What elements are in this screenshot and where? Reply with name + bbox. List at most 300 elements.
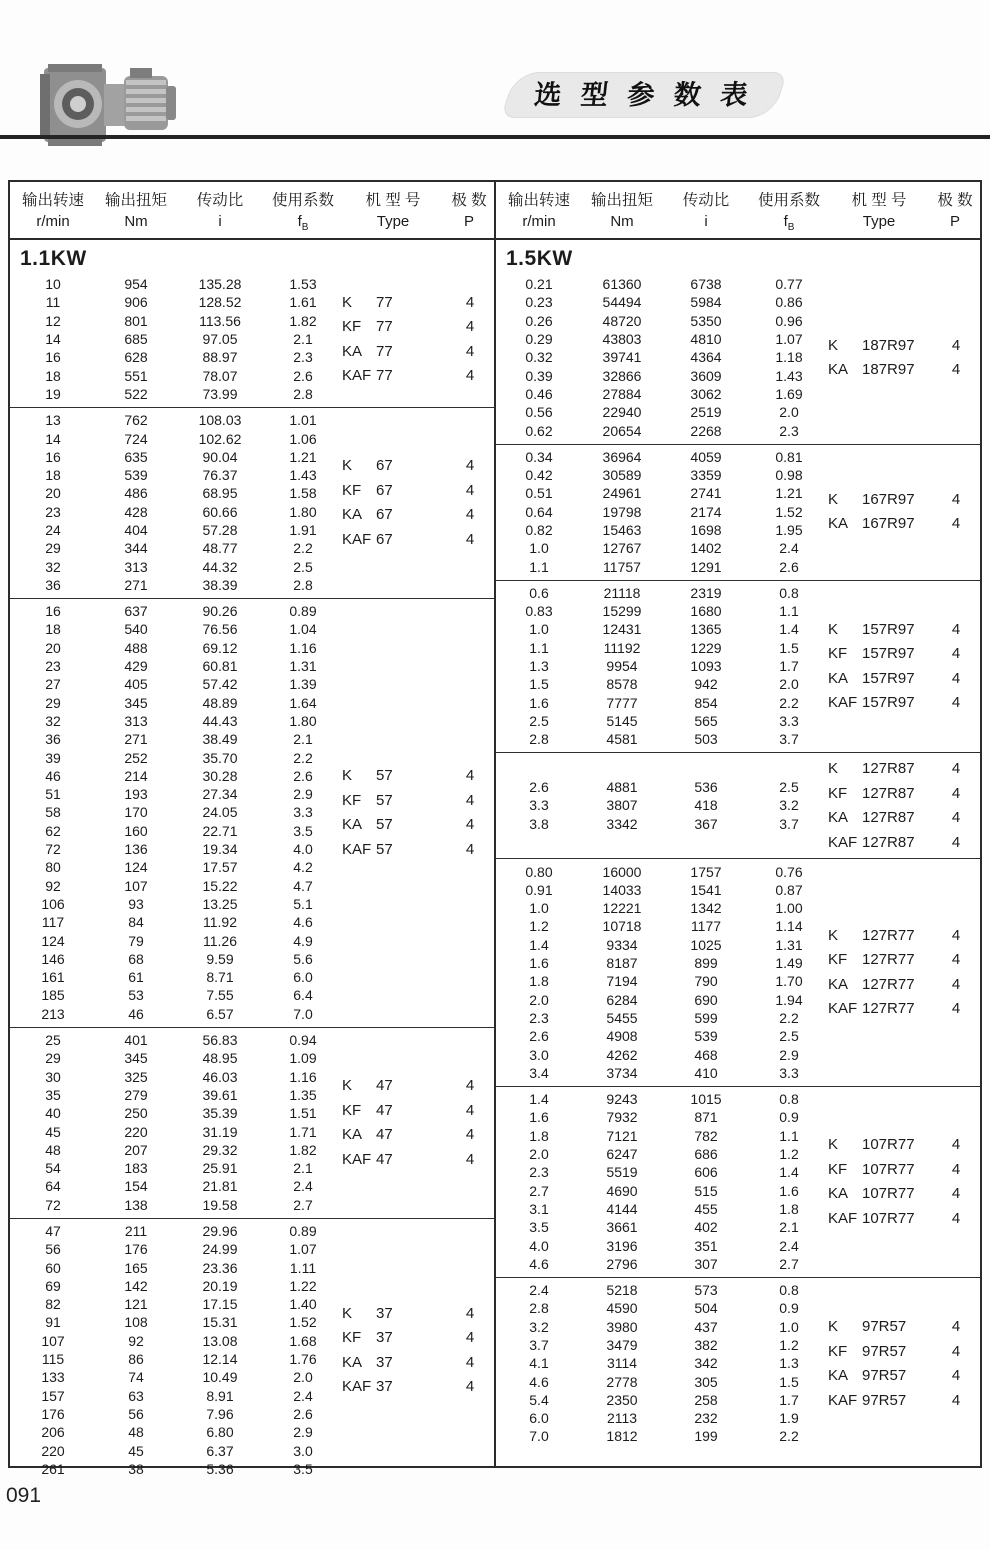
model-size: 37 (376, 1329, 393, 1347)
table-row (10, 466, 342, 484)
factor-cell: 1.8 (779, 1200, 799, 1217)
model-row (828, 1181, 978, 1206)
factor-cell: 1.31 (775, 936, 803, 953)
factor-cell: 1.82 (289, 312, 317, 329)
factor-cell: 1.2 (779, 1336, 799, 1353)
table-row (10, 1258, 342, 1276)
poles-value: 4 (951, 1367, 961, 1385)
torque-cell: 93 (128, 895, 144, 912)
torque-cell: 108 (124, 1314, 148, 1331)
torque-cell: 954 (124, 276, 148, 293)
torque-cell: 16000 (602, 863, 642, 880)
torque-cell: 4581 (606, 731, 638, 748)
table-row (10, 1049, 342, 1067)
model-row (828, 1388, 978, 1413)
speed-cell: 20 (45, 485, 61, 502)
torque-cell: 24961 (602, 485, 642, 502)
column-header-cn-row (10, 188, 494, 210)
torque-cell: 43803 (602, 331, 642, 348)
ratio-cell: 1025 (690, 936, 722, 953)
model-size: 127R87 (862, 784, 915, 802)
factor-cell: 2.0 (779, 676, 799, 693)
factor-cell: 2.2 (779, 1009, 799, 1026)
ratio-cell: 22.71 (202, 822, 238, 839)
factor-cell: 1.4 (779, 1164, 799, 1181)
model-prefix: K (828, 926, 839, 944)
col-factor-unit (264, 213, 342, 233)
torque-cell: 54494 (602, 294, 642, 311)
speed-cell: 115 (41, 1351, 65, 1368)
speed-cell: 62 (45, 822, 61, 839)
table-row (496, 1181, 828, 1199)
model-size: 127R77 (862, 975, 915, 993)
col-speed-unit: r/min (522, 212, 556, 230)
column-header (496, 182, 980, 240)
table-row (10, 950, 342, 968)
factor-cell: 1.7 (779, 658, 799, 675)
col-ratio-label: 传动比 (196, 191, 244, 209)
torque-cell: 344 (124, 540, 148, 557)
poles-value: 4 (465, 367, 475, 385)
col-poles-unit: P (949, 212, 960, 230)
torque-cell: 4881 (606, 779, 638, 796)
ratio-cell: 48.95 (202, 1050, 238, 1067)
torque-cell: 214 (124, 767, 148, 784)
speed-cell: 3.4 (529, 1064, 549, 1081)
ratio-cell: 108.03 (198, 412, 242, 429)
model-list (828, 1132, 978, 1230)
speed-cell: 40 (45, 1105, 61, 1122)
model-prefix: KA (342, 342, 363, 360)
ratio-cell: 305 (694, 1373, 718, 1390)
model-row (342, 1350, 492, 1375)
table-row (496, 421, 828, 439)
torque-cell: 3807 (606, 797, 638, 814)
table-row (496, 584, 828, 602)
factor-cell: 1.43 (775, 367, 803, 384)
table-row (496, 1163, 828, 1181)
model-prefix: KF (828, 645, 848, 663)
ratio-cell: 3062 (690, 385, 722, 402)
speed-cell: 213 (41, 1005, 65, 1022)
ratio-cell: 4364 (690, 349, 722, 366)
ratio-cell: 871 (694, 1109, 718, 1126)
col-model-unit: Type (376, 212, 410, 230)
poles-value: 4 (951, 975, 961, 993)
speed-cell: 0.29 (525, 331, 553, 348)
speed-cell: 2.8 (529, 1300, 549, 1317)
table-row (496, 385, 828, 403)
ratio-cell: 35.39 (202, 1105, 238, 1122)
ratio-cell: 565 (694, 712, 718, 729)
torque-cell: 12767 (602, 540, 642, 557)
ratio-cell: 27.34 (202, 786, 238, 803)
speed-cell: 1.5 (529, 676, 549, 693)
model-prefix: KAF (828, 1000, 858, 1018)
ratio-cell: 790 (694, 973, 718, 990)
speed-cell: 19 (45, 385, 61, 402)
speed-cell: 2.7 (529, 1182, 549, 1199)
factor-cell: 4.7 (293, 877, 313, 894)
torque-cell: 48 (128, 1424, 144, 1441)
speed-cell: 133 (41, 1369, 65, 1386)
ratio-cell: 88.97 (202, 349, 238, 366)
ratio-cell: 367 (694, 815, 718, 832)
ratio-cell: 410 (694, 1064, 718, 1081)
ratio-cell: 382 (694, 1336, 718, 1353)
model-size: 57 (376, 840, 393, 858)
factor-cell: 1.31 (289, 658, 317, 675)
speed-cell: 32 (45, 712, 61, 729)
speed-cell: 51 (45, 786, 61, 803)
factor-cell: 1.1 (779, 603, 799, 620)
ratio-cell: 90.26 (202, 603, 238, 620)
model-size: 77 (376, 293, 393, 311)
factor-cell: 1.0 (779, 1318, 799, 1335)
table-row (10, 1387, 342, 1405)
factor-cell: 1.5 (779, 1373, 799, 1390)
table-row (496, 1218, 828, 1236)
model-prefix: K (342, 1304, 353, 1322)
model-size: 157R97 (862, 669, 915, 687)
model-row (342, 1301, 492, 1326)
rating-group (496, 752, 980, 858)
ratio-cell: 12.14 (202, 1351, 238, 1368)
model-prefix: KA (342, 1126, 363, 1144)
table-row (496, 730, 828, 748)
factor-cell: 0.8 (779, 1091, 799, 1108)
table-row (10, 330, 342, 348)
model-prefix: K (828, 336, 839, 354)
ratio-cell: 307 (694, 1255, 718, 1272)
speed-cell: 0.6 (529, 584, 549, 601)
ratio-cell: 135.28 (198, 276, 242, 293)
factor-cell: 2.8 (293, 385, 313, 402)
factor-cell: 2.9 (293, 1424, 313, 1441)
ratio-cell: 1093 (690, 658, 722, 675)
speed-cell: 72 (45, 1196, 61, 1213)
speed-cell: 30 (45, 1068, 61, 1085)
speed-cell: 29 (45, 694, 61, 711)
col-speed-label: 输出转速 (21, 191, 84, 209)
model-row (828, 948, 978, 973)
rating-rows (496, 778, 828, 833)
factor-cell: 3.7 (779, 815, 799, 832)
speed-cell: 2.4 (529, 1282, 549, 1299)
factor-cell: 3.5 (293, 822, 313, 839)
model-row (342, 788, 492, 813)
model-row (342, 763, 492, 788)
speed-cell: 56 (45, 1241, 61, 1258)
model-prefix: K (828, 760, 839, 778)
ratio-cell: 38.39 (202, 576, 238, 593)
model-row (342, 1098, 492, 1123)
factor-cell: 2.8 (293, 576, 313, 593)
speed-cell: 176 (41, 1405, 65, 1422)
table-row (10, 503, 342, 521)
torque-cell: 404 (124, 522, 148, 538)
model-row (342, 1147, 492, 1172)
model-size: 107R77 (862, 1136, 915, 1154)
table-row (10, 1005, 342, 1023)
panel-1-5kw (494, 182, 980, 1466)
factor-cell: 3.2 (779, 797, 799, 814)
poles-value: 4 (465, 1329, 475, 1347)
torque-cell: 10718 (602, 918, 642, 935)
torque-cell: 7121 (606, 1127, 638, 1144)
ratio-cell: 418 (694, 797, 718, 814)
speed-cell: 16 (45, 603, 61, 620)
factor-cell: 1.53 (289, 276, 317, 293)
model-list (342, 1073, 492, 1171)
model-size: 47 (376, 1126, 393, 1144)
speed-cell: 124 (41, 932, 65, 949)
ratio-cell: 17.57 (202, 859, 238, 876)
table-row (496, 1372, 828, 1390)
col-torque-unit: Nm (610, 212, 634, 230)
ratio-cell: 68.95 (202, 485, 238, 502)
ratio-cell: 10.49 (202, 1369, 238, 1386)
ratio-cell: 69.12 (202, 639, 238, 656)
model-size: 97R57 (862, 1318, 907, 1336)
speed-cell: 25 (45, 1032, 61, 1049)
model-prefix: KAF (828, 1209, 858, 1227)
speed-cell: 157 (41, 1387, 65, 1404)
speed-cell: 117 (41, 914, 65, 931)
model-size: 157R97 (862, 694, 915, 712)
rating-rows (496, 862, 828, 1082)
model-row (342, 837, 492, 862)
speed-cell: 4.0 (529, 1237, 549, 1254)
torque-cell: 551 (124, 367, 148, 384)
ratio-cell: 24.99 (202, 1241, 238, 1258)
ratio-cell: 6.37 (206, 1442, 234, 1459)
table-row (10, 931, 342, 949)
ratio-cell: 1541 (690, 881, 722, 898)
factor-cell: 1.21 (289, 448, 317, 465)
table-row (496, 639, 828, 657)
model-prefix: KA (828, 809, 849, 827)
model-prefix: KA (828, 1185, 849, 1203)
factor-cell: 0.86 (775, 294, 803, 311)
speed-cell: 46 (45, 767, 61, 784)
torque-cell: 5145 (606, 712, 638, 729)
torque-cell: 313 (124, 558, 148, 575)
torque-cell: 14033 (602, 881, 642, 898)
speed-cell: 4.1 (529, 1355, 549, 1372)
column-header-unit-row (496, 213, 980, 233)
speed-cell: 1.6 (529, 955, 549, 972)
model-list (828, 923, 978, 1021)
model-size: 167R97 (862, 490, 915, 508)
torque-cell: 486 (124, 485, 148, 502)
poles-value: 4 (465, 791, 475, 809)
torque-cell: 637 (124, 603, 148, 620)
table-row (10, 1196, 342, 1214)
torque-cell: 488 (124, 639, 148, 656)
model-row (342, 812, 492, 837)
speed-cell: 58 (45, 804, 61, 821)
table-row (10, 1460, 342, 1478)
factor-cell: 2.6 (293, 367, 313, 384)
torque-cell: 401 (124, 1032, 148, 1049)
column-header-cn-row (496, 188, 980, 210)
table-row (496, 1281, 828, 1299)
ratio-cell: 2519 (690, 404, 722, 421)
torque-cell: 92 (128, 1332, 144, 1349)
table-row (496, 972, 828, 990)
factor-cell: 1.51 (289, 1105, 317, 1122)
speed-cell: 0.64 (525, 503, 553, 520)
ratio-cell: 11.26 (203, 932, 237, 949)
factor-cell: 0.87 (775, 881, 803, 898)
table-row (496, 1200, 828, 1218)
ratio-cell: 515 (694, 1182, 718, 1199)
torque-cell: 2778 (606, 1373, 638, 1390)
col-model-label: 机 型 号 (851, 191, 907, 209)
factor-cell: 1.40 (289, 1296, 317, 1313)
poles-value: 4 (465, 816, 475, 834)
factor-cell: 2.6 (779, 558, 799, 575)
model-row (828, 830, 978, 855)
table-row (496, 815, 828, 833)
model-prefix: KF (342, 318, 362, 336)
model-row (828, 1363, 978, 1388)
speed-cell: 2.3 (529, 1009, 549, 1026)
torque-cell: 7932 (606, 1109, 638, 1126)
model-row (828, 642, 978, 667)
poles-value: 4 (951, 760, 961, 778)
factor-cell: 3.3 (779, 712, 799, 729)
torque-cell: 15299 (602, 603, 642, 620)
col-ratio-unit: i (218, 212, 222, 230)
torque-cell: 5455 (606, 1009, 638, 1026)
factor-cell: 2.0 (293, 1369, 313, 1386)
model-row (828, 512, 978, 537)
factor-unit-main: f (783, 212, 788, 230)
rating-rows (496, 584, 828, 749)
torque-cell: 635 (124, 448, 148, 465)
factor-cell: 1.43 (289, 467, 317, 484)
speed-cell: 18 (45, 467, 61, 484)
factor-cell: 1.14 (775, 918, 803, 935)
rating-rows (10, 411, 342, 594)
table-row (10, 1332, 342, 1350)
rating-group (496, 444, 980, 580)
model-prefix: K (828, 490, 839, 508)
table-row (10, 602, 342, 620)
table-row (10, 1277, 342, 1295)
factor-cell: 2.6 (293, 1405, 313, 1422)
rating-group (496, 858, 980, 1086)
ratio-cell: 24.05 (202, 804, 238, 821)
factor-cell: 0.94 (289, 1032, 317, 1049)
speed-cell: 0.51 (525, 485, 553, 502)
header-rule (0, 135, 990, 139)
speed-cell: 3.1 (529, 1200, 549, 1217)
speed-cell: 60 (45, 1259, 61, 1276)
factor-cell: 1.2 (779, 1146, 799, 1163)
factor-cell: 2.4 (779, 1237, 799, 1254)
factor-cell: 2.7 (779, 1255, 799, 1272)
torque-cell: 63 (128, 1387, 144, 1404)
speed-cell: 11 (45, 294, 61, 311)
ratio-cell: 6738 (690, 276, 722, 293)
torque-cell: 20654 (602, 422, 642, 439)
ratio-cell: 782 (694, 1127, 718, 1144)
ratio-cell: 102.62 (198, 430, 242, 447)
speed-cell: 72 (45, 841, 61, 858)
poles-value: 4 (465, 481, 475, 499)
poles-value: 4 (465, 1101, 475, 1119)
table-row (10, 748, 342, 766)
torque-cell: 11757 (603, 558, 641, 575)
ratio-cell: 7.55 (206, 987, 234, 1004)
speed-cell: 13 (45, 412, 61, 429)
torque-cell: 3196 (606, 1237, 638, 1254)
speed-cell: 106 (41, 895, 65, 912)
model-size: 107R77 (862, 1160, 915, 1178)
rating-rows (10, 1031, 342, 1214)
table-row (10, 557, 342, 575)
speed-cell: 1.3 (529, 658, 549, 675)
speed-cell: 185 (41, 987, 65, 1004)
speed-cell: 23 (45, 503, 61, 520)
speed-cell: 10 (45, 276, 61, 293)
table-row (496, 1064, 828, 1082)
ratio-cell: 31.19 (202, 1123, 238, 1140)
model-row (828, 333, 978, 358)
table-row (10, 858, 342, 876)
ratio-cell: 7.96 (206, 1405, 234, 1422)
model-list (342, 290, 492, 388)
speed-cell: 6.0 (529, 1410, 549, 1427)
table-row (10, 411, 342, 429)
factor-cell: 1.16 (289, 639, 317, 656)
speed-cell: 36 (45, 576, 61, 593)
ratio-cell: 29.96 (202, 1222, 238, 1239)
ratio-cell: 1015 (690, 1091, 722, 1108)
ratio-cell: 437 (694, 1318, 718, 1335)
factor-cell: 1.80 (289, 503, 317, 520)
torque-cell: 211 (124, 1222, 148, 1239)
table-row (10, 539, 342, 557)
torque-cell: 325 (124, 1068, 148, 1085)
ratio-cell: 402 (694, 1219, 718, 1236)
torque-cell: 7194 (606, 973, 638, 990)
panel-body-1-1kw (10, 240, 494, 1482)
model-row (828, 972, 978, 997)
factor-cell: 3.3 (293, 804, 313, 821)
table-row (10, 1405, 342, 1423)
factor-cell: 4.2 (293, 859, 313, 876)
speed-cell: 1.6 (529, 1109, 549, 1126)
speed-cell: 0.56 (525, 404, 553, 421)
table-row (10, 312, 342, 330)
ratio-cell: 73.99 (202, 385, 238, 402)
poles-value: 4 (951, 1209, 961, 1227)
torque-cell: 313 (124, 712, 148, 729)
table-row (10, 1313, 342, 1331)
speed-cell: 1.6 (529, 694, 549, 711)
model-row (342, 364, 492, 389)
model-prefix: KA (342, 816, 363, 834)
ratio-cell: 2268 (690, 422, 722, 439)
table-row (496, 1145, 828, 1163)
factor-cell: 4.6 (293, 914, 313, 931)
model-size: 47 (376, 1077, 393, 1095)
model-prefix: K (828, 620, 839, 638)
